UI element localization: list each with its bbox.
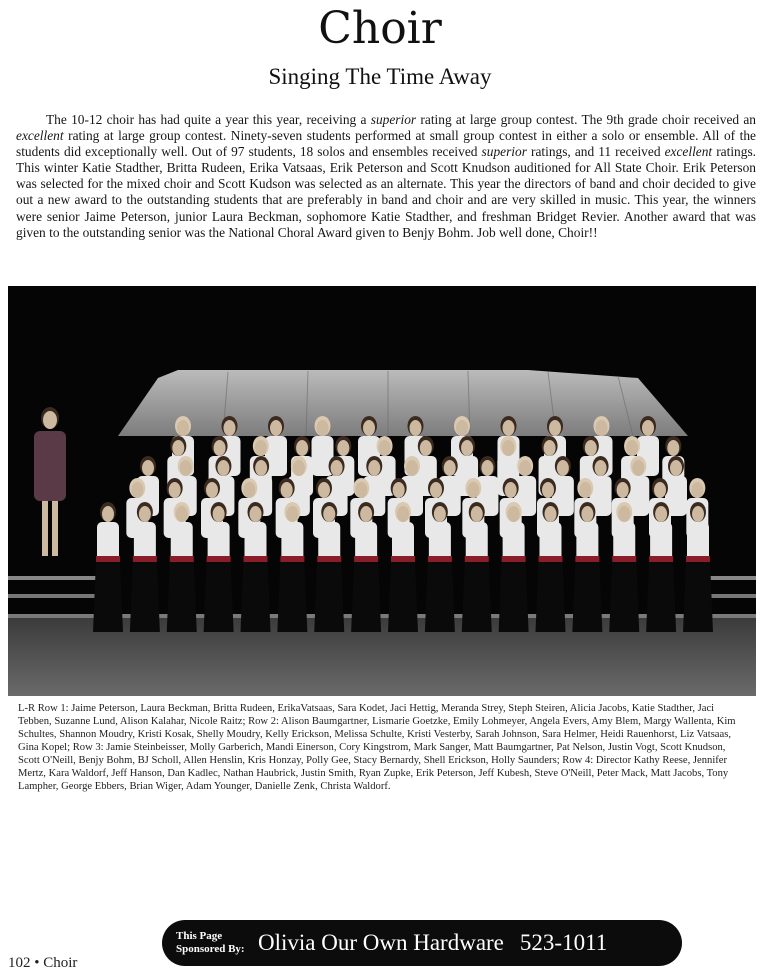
page-title: Choir	[318, 3, 442, 54]
sponsor-phone: 523-1011	[519, 930, 608, 955]
page-subtitle: Singing The Time Away	[268, 64, 492, 89]
choir-group-photo	[8, 286, 756, 696]
sponsor-prefix: This Page Sponsored By:	[176, 930, 245, 955]
sponsor-name: Olivia Our Own Hardware	[258, 930, 504, 955]
photo-caption: L-R Row 1: Jaime Peterson, Laura Beckman, Britta Rudeen, ErikaVatsaas, Sara Kodet, Jaci Hettig, Meranda Strey, Steph Steiren, Alicia Jacobs, Katie Stadther, Jaci Tebben, Suzanne Lund, Alison Kalahar, Nicole Raitz; Row 2: Alison Baumgartner, Lismarie Goetzke, Emily Lohmeyer, Angela Evers, Amy Blem, Margy Wallenta, Kim Schultes, Shannon Moudry, Kristi Kosak, Shelly Moudry, Kelly Erickson, Melissa Schulte, Kristi Vesterby, Sarah Johnson, Sara Helmer, Heidi Rauenhorst, Liz Vatsaas, Gina Kopel; Row 3: Jamie Steinbeisser, Molly Garberich, Mandi Einerson, Cory Kingstrom, Mark Sanger, Matt Baumgartner, Pat Nelson, Justin Vogt, Scott Knudson, Scott O'Neill, Benjy Bohm, BJ Scholl, Allen Henslin, Kris Honzay, Polly Gee, Stacy Bernardy, Shell Erickson, Holly Saunders; Row 4: Director Kathy Reese, Jennifer Mertz, Kara Waldorf, Jeff Hanson, Dan Kadlec, Nathan Haubrick, Justin Smith, Ryan Zupke, Erik Peterson, Jeff Kubesh, Steve O'Neill, Peter Mack, Matt Jacobs, Tony Lampher, George Ebbers, Brian Wiger, Adam Younger, Danielle Zenk, Christa Waldorf.	[18, 703, 736, 792]
page-number-label: 102 • Choir	[8, 955, 78, 971]
sponsor-banner	[162, 920, 682, 966]
article-body: The 10-12 choir has had quite a year this year, receiving a superior rating at large group contest. The 9th grade choir received an excellent rating at large group contest. Ninety-seven students performed at small group contest in either a solo or ensemble. All of the students did exceptionally well. Out of 97 students, 18 solos and ensembles received superior ratings, and 11 received excellent ratings. This winter Katie Stadther, Britta Rudeen, Erika Vatsaas, Erik Peterson and Scott Knudson auditioned for All State Choir. Erik Peterson was selected for the mixed choir and Scott Kudson was selected as an alternate. This year the directors of band and choir decided to give out a new award to the outstanding students that are preferably in band and choir and are very skilled in music. This year, the winners were senior Jaime Peterson, junior Laura Beckman, sophomore Katie Stadther, and freshman Bridget Revier. Another award that was given to the outstanding senior was the National Choral Award given to Benjy Bohm. Job well done, Choir!!	[16, 112, 757, 240]
